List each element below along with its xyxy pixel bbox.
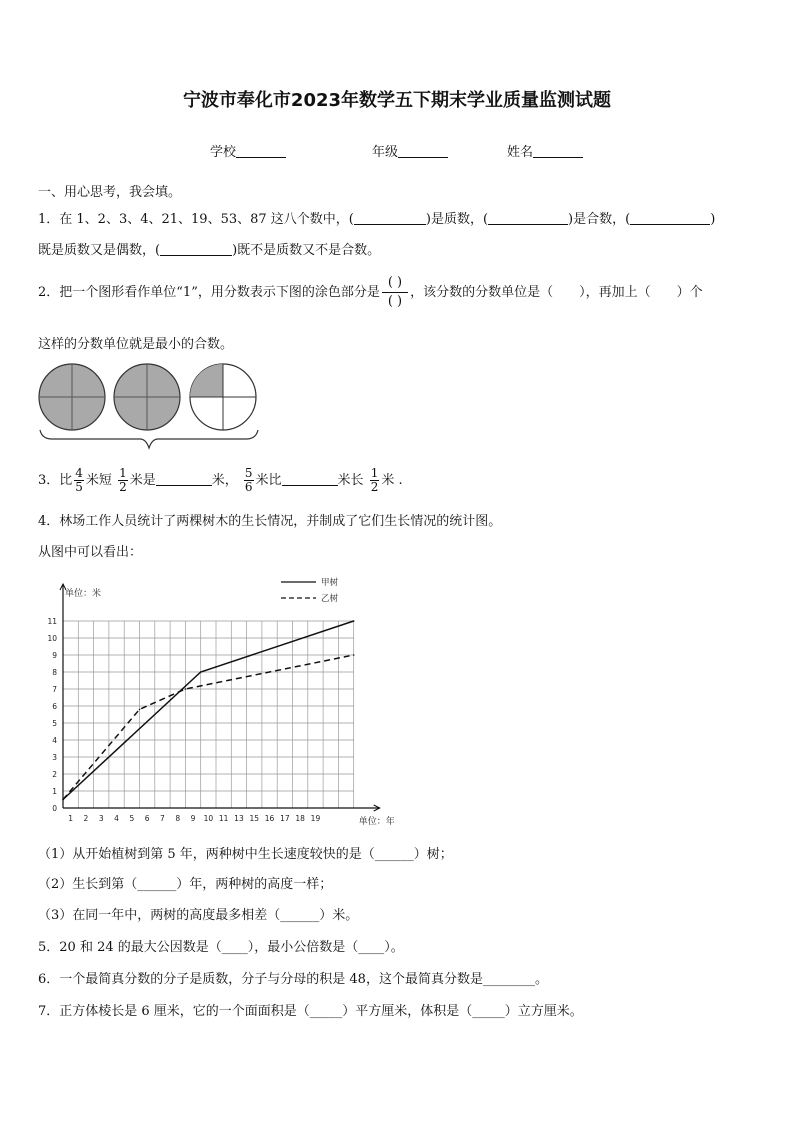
x-tick-label: 17: [280, 814, 290, 823]
y-tick-label: 4: [52, 736, 57, 745]
x-tick-label: 16: [264, 814, 275, 823]
y-tick-label: 8: [52, 668, 57, 677]
brace: [40, 430, 258, 448]
series-point-2: [139, 709, 141, 711]
growth-line-chart: [36, 572, 416, 834]
q3-text-a: 3．比: [38, 473, 73, 488]
y-tick-label: 9: [52, 651, 57, 660]
q1-blank-even-prime[interactable]: [160, 241, 232, 256]
q2-frac-numerator: ( ): [382, 274, 408, 293]
x-tick-label: 10: [203, 814, 214, 823]
q1-text-c: )是合数，(: [568, 212, 631, 227]
series-point-1: [353, 620, 355, 622]
question-3: [38, 467, 403, 494]
name-field: [507, 141, 583, 160]
circle-full-1: [39, 364, 105, 430]
circles-figure: [36, 360, 262, 454]
school-blank[interactable]: [236, 143, 286, 158]
y-tick-label: 11: [47, 617, 57, 626]
q3-blank-2[interactable]: [282, 471, 338, 486]
x-tick-label: 2: [83, 814, 89, 823]
name-label: 姓名: [507, 145, 534, 160]
q1-text-a: 1．在 1、2、3、4、21、19、53、87 这八个数中，(: [38, 212, 354, 227]
x-tick-label: 5: [129, 814, 135, 823]
question-4-line-2: 从图中可以看出：: [38, 545, 143, 560]
chart-axes: [60, 584, 380, 811]
q1-text-e: 既是质数又是偶数，(: [38, 243, 161, 258]
question-5: 5．20 和 24 的最大公因数是（____），最小公倍数是（____）。: [38, 940, 404, 955]
x-tick-label: 4: [114, 814, 119, 823]
legend-label-2: 乙树: [321, 594, 339, 604]
question-4-line-1: 4．林场工作人员统计了两棵树木的生长情况，并制成了它们生长情况的统计图。: [38, 514, 502, 529]
q3-text-b: 米短: [85, 473, 112, 488]
x-tick-label: 15: [249, 814, 260, 823]
series-line-1: [63, 621, 354, 800]
question-2-line-2: 这样的分数单位就是最小的合数。: [38, 337, 234, 352]
q3-fraction-4: $\frac{1}{2}$: [370, 466, 379, 494]
x-tick-label: 13: [234, 814, 244, 823]
x-tick-label: 8: [175, 814, 181, 823]
question-4-sub-3: （3）在同一年中，两树的高度最多相差（______）米。: [38, 908, 359, 923]
q3-text-c: 米是: [129, 473, 156, 488]
grade-label: 年级: [372, 145, 399, 160]
question-2-line-1: [38, 274, 703, 311]
series-point-2: [353, 654, 355, 656]
q1-text-b: )是质数，(: [425, 212, 489, 227]
q3-blank-1[interactable]: [156, 471, 212, 486]
question-4-sub-1: （1）从开始植树到第 5 年，两种树中生长速度较快的是（______）树；: [38, 847, 453, 862]
y-tick-label: 3: [52, 753, 57, 762]
question-7: 7．正方体棱长是 6 厘米，它的一个面面积是（_____）平方厘米，体积是（_____）立方厘米。: [38, 1004, 583, 1019]
grade-blank[interactable]: [398, 143, 448, 158]
x-tick-label: 9: [190, 814, 196, 823]
q1-text-f: )既不是质数又不是合数。: [232, 243, 381, 258]
q1-text-d: ): [710, 212, 716, 227]
grade-field: [372, 141, 448, 160]
circle-full-2: [114, 364, 180, 430]
y-tick-label: 5: [52, 719, 57, 728]
school-field: [210, 141, 286, 160]
x-tick-label: 3: [98, 814, 104, 823]
x-axis-label: 单位：年: [358, 817, 395, 827]
name-blank[interactable]: [533, 143, 583, 158]
q3-text-f: 米长: [337, 473, 364, 488]
x-tick-labels: [68, 814, 320, 823]
q2-text-b: ，该分数的分数单位是（ ），再加上（ ）个: [410, 285, 703, 300]
q3-text-g: 米 .: [381, 473, 403, 488]
y-tick-labels: [47, 617, 57, 813]
x-tick-label: 11: [218, 814, 229, 823]
chart-legend: [281, 577, 339, 604]
q3-fraction-2: $\frac{1}{2}$: [119, 466, 127, 494]
q2-frac-denominator: ( ): [387, 294, 403, 309]
q1-blank-prime[interactable]: [354, 210, 426, 225]
q1-blank-extra[interactable]: [630, 210, 710, 225]
series-point-2: [185, 688, 187, 690]
page-title: 宁波市奉化市2023年数学五下期末学业质量监测试题: [182, 90, 612, 111]
q3-fraction-1: $\frac{4}{5}$: [75, 466, 83, 494]
y-tick-label: 2: [52, 770, 57, 779]
chart-series: [62, 620, 354, 800]
q2-fraction-blank[interactable]: [382, 274, 408, 311]
x-tick-label: 1: [68, 814, 74, 823]
y-tick-label: 6: [52, 702, 57, 711]
q3-fraction-3: $\frac{5}{6}$: [244, 466, 253, 494]
y-tick-label: 1: [52, 787, 57, 796]
series-point-2: [62, 799, 64, 801]
series-point-1: [215, 666, 217, 668]
x-tick-label: 6: [144, 814, 150, 823]
y-tick-label: 7: [52, 685, 57, 694]
chart-grid: [63, 621, 354, 808]
circle-quarter: [190, 364, 256, 430]
series-point-1: [200, 671, 202, 673]
q3-text-e: 米比: [255, 473, 282, 488]
y-axis-label: 单位：米: [65, 589, 102, 599]
series-line-2: [63, 655, 354, 800]
legend-label-1: 甲树: [321, 578, 339, 588]
x-tick-label: 19: [310, 814, 321, 823]
school-label: 学校: [210, 145, 237, 160]
q1-blank-composite[interactable]: [488, 210, 568, 225]
x-tick-label: 18: [295, 814, 305, 823]
section-heading: 一、用心思考，我会填。: [38, 185, 182, 200]
question-1-line-2: [38, 239, 380, 258]
question-1-line-1: [38, 208, 715, 227]
question-4-sub-2: （2）生长到第（______）年，两种树的高度一样；: [38, 877, 333, 892]
x-tick-label: 7: [160, 814, 165, 823]
question-6: 6．一个最简真分数的分子是质数，分子与分母的积是 48，这个最简真分数是________。: [38, 972, 548, 987]
q2-text-a: 2．把一个图形看作单位“1”，用分数表示下图的涂色部分是: [38, 285, 380, 300]
y-tick-label: 10: [47, 634, 57, 643]
y-tick-label: 0: [52, 804, 57, 813]
q3-text-d: 米，: [211, 473, 238, 488]
